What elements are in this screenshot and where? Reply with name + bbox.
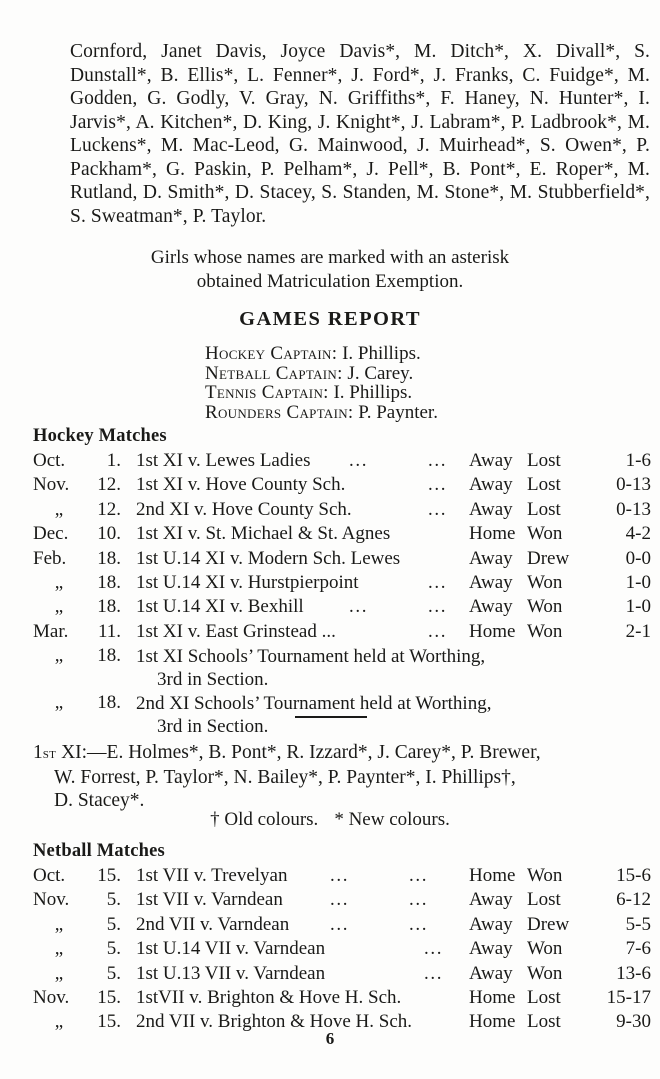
- match-score: 1-6: [625, 450, 651, 471]
- match-score: 15-6: [616, 865, 651, 886]
- match-month: „: [54, 938, 64, 960]
- match-description: 1st XI v. Hove County Sch.: [136, 474, 346, 496]
- page-number: 6: [325, 1029, 335, 1048]
- leavers-name-list: Cornford, Janet Davis, Joyce Davis*, M. Ditch*, X. Divall*, S. Dunstall*, B. Ellis*, L. Fenner*, J. Ford*, J. Franks, C. Fuidge*, M. Godden, G. Godly, V. Gray, N. Griffiths*, F. Haney, N. Hunter*, I. Jarvis*, A. Kitchen*, D. King, J. Knight*, J. Labram*, P. Ladbrook*, M. Luckens*, M. Mac-Leod, G. Mainwood, J. Muirhead*, S. Owen*, P. Packham*, G. Paskin, P. Pelham*, J. Pell*, B. Pont*, E. Roper*, M. Rutland, D. Smith*, D. Stacey, S. Standen, M. Stone*, M. Stubberfield*, S. Sweatman*, P. Taylor.: [70, 41, 650, 227]
- tournament-row: [0, 645, 660, 692]
- hockey-first-eleven-list: [33, 741, 653, 813]
- match-row: [0, 865, 660, 889]
- match-filler-dots: ...: [330, 889, 350, 911]
- match-filler-dots: ...: [409, 889, 429, 911]
- match-filler-dots: ...: [330, 913, 350, 935]
- match-description: 1st XI v. East Grinstead ...: [136, 620, 336, 642]
- match-venue: Home: [469, 620, 516, 642]
- captain-row-hockey: [0, 344, 660, 364]
- match-score: 0-13: [616, 498, 651, 520]
- match-score: 6-12: [616, 889, 651, 911]
- tournament-description-cont: 3rd in Section.: [157, 668, 269, 690]
- match-day: 10.: [97, 523, 121, 545]
- match-filler-dots: ...: [428, 620, 448, 642]
- team-prefix-ordinal: st: [42, 745, 57, 762]
- match-month: „: [54, 913, 64, 935]
- match-score: 1-0: [625, 571, 651, 593]
- match-result: Drew: [527, 547, 570, 569]
- match-month: Nov.: [33, 889, 70, 911]
- match-venue: Away: [469, 889, 513, 911]
- captain-role-hockey: Hockey Captain:: [205, 343, 338, 364]
- match-description: 2nd VII v. Brighton & Hove H. Sch.: [136, 1011, 413, 1033]
- match-venue: Away: [469, 596, 513, 618]
- match-result: Lost: [527, 986, 561, 1008]
- match-day: 5.: [106, 962, 121, 984]
- netball-matches-table: [0, 865, 660, 1036]
- match-score: 7-6: [625, 938, 651, 960]
- match-result: Lost: [527, 450, 561, 471]
- match-row: [0, 499, 660, 523]
- match-filler-dots: ...: [424, 962, 444, 984]
- match-score: 1-0: [625, 596, 651, 618]
- match-venue: Away: [469, 962, 513, 984]
- match-day: 5.: [106, 938, 121, 960]
- match-day: 1.: [106, 450, 121, 471]
- match-venue: Home: [469, 1011, 516, 1033]
- match-day: 5.: [106, 889, 121, 911]
- match-month: „: [54, 596, 64, 618]
- match-day: 12.: [97, 498, 121, 520]
- match-score: 15-17: [606, 986, 651, 1008]
- match-venue: Away: [469, 571, 513, 593]
- match-score: 9-30: [616, 1011, 651, 1033]
- match-row: [0, 938, 660, 962]
- match-day: 18.: [97, 692, 121, 714]
- asterisk-note: [0, 246, 660, 293]
- match-result: Won: [527, 596, 563, 618]
- match-score: 0-13: [616, 474, 651, 496]
- section-divider: [295, 716, 367, 718]
- match-filler-dots: ...: [349, 596, 369, 618]
- match-score: 4-2: [625, 523, 651, 545]
- netball-matches-heading: Netball Matches: [33, 841, 165, 861]
- match-filler-dots: ...: [428, 450, 448, 471]
- team-line-1-rest: XI:—E. Holmes*, B. Pont*, R. Izzard*, J. Carey*, P. Brewer,: [56, 742, 541, 763]
- match-description: 1st U.14 VII v. Varndean: [136, 938, 326, 960]
- match-row: [0, 523, 660, 547]
- match-month: „: [54, 962, 64, 984]
- match-row: [0, 474, 660, 498]
- match-score: 0-0: [625, 547, 651, 569]
- team-line-1: [33, 741, 653, 766]
- match-result: Won: [527, 962, 563, 984]
- match-filler-dots: ...: [428, 571, 448, 593]
- match-month: Mar.: [33, 620, 69, 642]
- match-month: „: [54, 571, 64, 593]
- match-venue: Away: [469, 474, 513, 496]
- hockey-matches-table: [0, 450, 660, 739]
- match-result: Lost: [527, 889, 561, 911]
- match-row: [0, 914, 660, 938]
- match-month: Nov.: [33, 986, 70, 1008]
- match-score: 5-5: [625, 913, 651, 935]
- match-score: 13-6: [616, 962, 651, 984]
- match-description: 2nd VII v. Varndean: [136, 913, 290, 935]
- match-result: Lost: [527, 498, 561, 520]
- hockey-matches-heading: Hockey Matches: [33, 426, 167, 446]
- captains-block: [0, 344, 660, 422]
- match-row: [0, 987, 660, 1011]
- captain-role-rounders: Rounders Captain:: [205, 401, 354, 423]
- match-description: 1stVII v. Brighton & Hove H. Sch.: [136, 986, 402, 1008]
- match-description: 1st VII v. Varndean: [136, 889, 283, 911]
- colours-key-old: † Old colours.: [210, 809, 319, 830]
- match-filler-dots: ...: [409, 865, 429, 886]
- match-description: 1st U.14 XI v. Modern Sch. Lewes: [136, 547, 401, 569]
- match-filler-dots: ...: [330, 865, 350, 886]
- match-row: [0, 621, 660, 645]
- match-venue: Away: [469, 498, 513, 520]
- match-month: „: [54, 645, 64, 667]
- tournament-description-cont: 3rd in Section.: [157, 715, 269, 737]
- match-result: Drew: [527, 913, 570, 935]
- match-row: [0, 548, 660, 572]
- match-row: [0, 596, 660, 620]
- match-filler-dots: ...: [428, 498, 448, 520]
- match-venue: Away: [469, 450, 513, 471]
- match-filler-dots: ...: [409, 913, 429, 935]
- match-result: Won: [527, 523, 563, 545]
- match-month: Dec.: [33, 523, 69, 545]
- match-filler-dots: ...: [428, 474, 448, 496]
- match-result: Won: [527, 938, 563, 960]
- match-filler-dots: ...: [349, 450, 369, 471]
- match-month: „: [54, 692, 64, 714]
- match-row: [0, 889, 660, 913]
- match-day: 18.: [97, 571, 121, 593]
- match-result: Lost: [527, 1011, 561, 1033]
- match-score: 2-1: [625, 620, 651, 642]
- colours-key: [0, 809, 660, 831]
- match-row: [0, 963, 660, 987]
- match-venue: Away: [469, 547, 513, 569]
- match-venue: Home: [469, 865, 516, 886]
- match-filler-dots: ...: [424, 938, 444, 960]
- captain-name-netball: J. Carey.: [347, 362, 414, 384]
- match-day: 5.: [106, 913, 121, 935]
- asterisk-note-line2: obtained Matriculation Exemption.: [196, 270, 464, 292]
- match-result: Won: [527, 571, 563, 593]
- team-line-2: W. Forrest, P. Taylor*, N. Bailey*, P. Paynter*, I. Phillips†,: [54, 766, 516, 788]
- captain-role-tennis: Tennis Captain:: [205, 382, 329, 404]
- captain-name-tennis: I. Phillips.: [333, 382, 413, 404]
- match-day: 15.: [97, 986, 121, 1008]
- colours-key-new: * New colours.: [334, 809, 450, 830]
- match-result: Lost: [527, 474, 561, 496]
- match-description: 2nd XI v. Hove County Sch.: [136, 498, 352, 520]
- asterisk-note-line1: Girls whose names are marked with an asterisk: [150, 247, 510, 268]
- match-result: Won: [527, 865, 563, 886]
- captain-role-netball: Netball Captain:: [205, 362, 343, 384]
- match-month: Nov.: [33, 474, 70, 496]
- captain-name-rounders: P. Paynter.: [358, 401, 438, 423]
- match-day: 15.: [97, 1011, 121, 1033]
- match-day: 15.: [97, 865, 121, 886]
- team-line-3: D. Stacey*.: [54, 790, 145, 811]
- match-day: 12.: [97, 474, 121, 496]
- match-row: [0, 572, 660, 596]
- match-venue: Home: [469, 986, 516, 1008]
- match-venue: Away: [469, 913, 513, 935]
- match-row: [0, 450, 660, 474]
- tournament-description: 2nd XI Schools’ Tournament held at Worthing,: [136, 693, 492, 715]
- match-day: 18.: [97, 596, 121, 618]
- team-prefix-number: 1: [33, 742, 43, 763]
- match-day: 18.: [97, 645, 121, 667]
- match-description: 1st VII v. Trevelyan: [136, 865, 288, 886]
- match-description: 1st U.14 XI v. Hurstpierpoint: [136, 571, 359, 593]
- match-description: 1st XI v. St. Michael & St. Agnes: [136, 523, 391, 545]
- match-venue: Home: [469, 523, 516, 545]
- match-month: „: [54, 498, 64, 520]
- captain-name-hockey: I. Phillips.: [342, 343, 421, 364]
- captain-row-netball: [0, 364, 660, 384]
- match-description: 1st XI v. Lewes Ladies: [136, 450, 311, 471]
- match-month: „: [54, 1011, 64, 1033]
- match-month: Feb.: [33, 547, 67, 569]
- match-filler-dots: ...: [428, 596, 448, 618]
- match-day: 18.: [97, 547, 121, 569]
- match-month: Oct.: [33, 450, 66, 471]
- captain-row-rounders: [0, 403, 660, 423]
- match-result: Won: [527, 620, 563, 642]
- games-report-title: GAMES REPORT: [239, 308, 421, 330]
- match-day: 11.: [97, 620, 121, 642]
- match-description: 1st U.13 VII v. Varndean: [136, 962, 326, 984]
- match-venue: Away: [469, 938, 513, 960]
- tournament-description: 1st XI Schools’ Tournament held at Worthing,: [136, 646, 486, 668]
- match-description: 1st U.14 XI v. Bexhill: [136, 596, 304, 618]
- captain-row-tennis: [0, 383, 660, 403]
- match-month: Oct.: [33, 865, 66, 886]
